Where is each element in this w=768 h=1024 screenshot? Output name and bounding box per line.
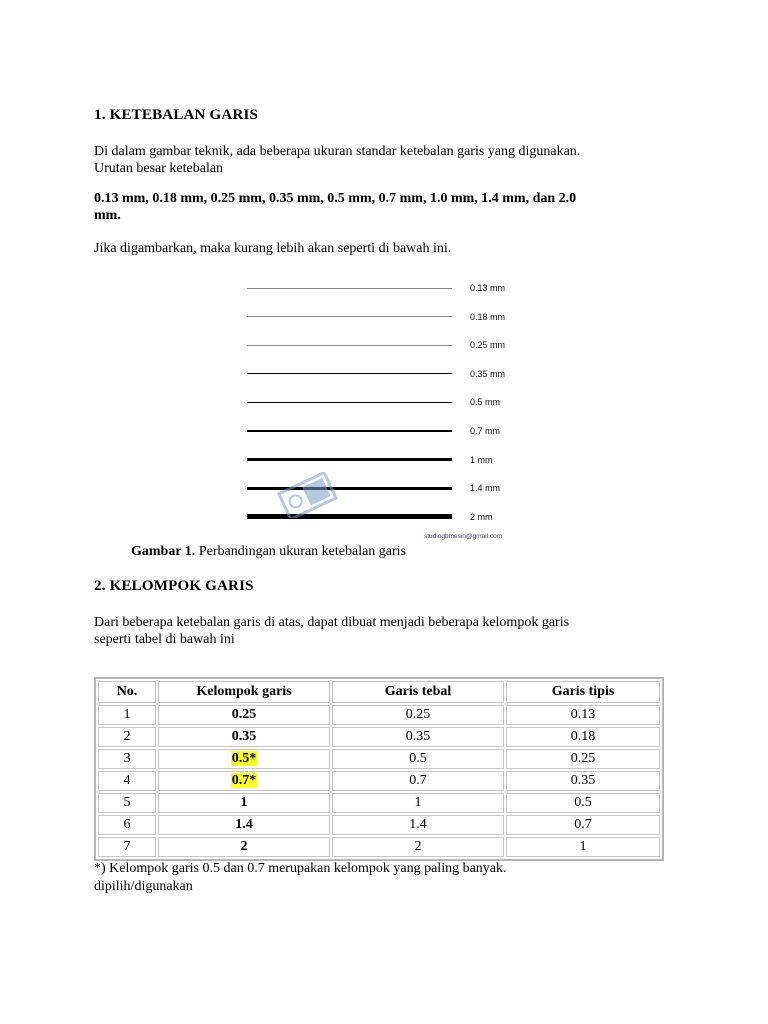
cell-thick-text: 2 bbox=[414, 839, 422, 854]
section1-intro-line1: Di dalam gambar teknik, ada beberapa ukuran standar ketebalan garis yang digunakan. bbox=[94, 144, 581, 159]
watermark-logo-icon bbox=[276, 472, 338, 518]
cell-thick-text: 0.7 bbox=[409, 773, 427, 788]
footnote-line1: *) Kelompok garis 0.5 dan 0.7 merupakan kelompok yang paling banyak. bbox=[94, 861, 507, 876]
caption-label: Gambar 1. bbox=[131, 544, 196, 559]
thickness-list bbox=[94, 190, 654, 224]
cell-thin-text: 0.7 bbox=[574, 817, 592, 832]
cell-no bbox=[98, 771, 156, 791]
section2-intro-line1: Dari beberapa ketebalan garis di atas, dapat dibuat menjadi beberapa kelompok garis bbox=[94, 615, 570, 630]
figure-line-row bbox=[240, 453, 536, 467]
section2-intro-line2: seperti tabel di bawah ini bbox=[94, 632, 235, 647]
cell-no bbox=[98, 705, 156, 725]
section2-heading: 2. KELOMPOK GARIS bbox=[94, 578, 254, 594]
cell-no-text: 6 bbox=[123, 817, 131, 832]
figure-line-row bbox=[240, 424, 536, 438]
table-row bbox=[98, 837, 660, 857]
table-row bbox=[98, 749, 660, 769]
thickness-sample-line bbox=[247, 458, 452, 460]
cell-thick-text: 1 bbox=[414, 795, 422, 810]
table-row bbox=[98, 771, 660, 791]
table-row bbox=[98, 705, 660, 725]
cell-thick bbox=[332, 727, 504, 747]
thickness-label: 1 mm bbox=[470, 454, 493, 465]
cell-group bbox=[158, 749, 330, 769]
cell-thin bbox=[506, 771, 660, 791]
cell-thick-text: 0.35 bbox=[405, 729, 431, 744]
thickness-list-line1: 0.13 mm, 0.18 mm, 0.25 mm, 0.35 mm, 0.5 mm, 0.7 mm, 1.0 mm, 1.4 mm, dan 2.0 bbox=[94, 191, 577, 206]
cell-thin bbox=[506, 705, 660, 725]
cell-group bbox=[158, 727, 330, 747]
cell-group bbox=[158, 815, 330, 835]
header-no: No. bbox=[98, 681, 156, 703]
thickness-sample-line bbox=[247, 430, 452, 432]
table-footnote bbox=[94, 860, 507, 896]
cell-group-text: 1.4 bbox=[235, 817, 253, 832]
cell-no bbox=[98, 793, 156, 813]
figure-line-row bbox=[240, 281, 536, 295]
cell-thick bbox=[332, 749, 504, 769]
thickness-sample-line bbox=[247, 373, 452, 374]
cell-no bbox=[98, 727, 156, 747]
cell-no-text: 7 bbox=[123, 839, 131, 854]
cell-thin-text: 0.5 bbox=[574, 795, 592, 810]
cell-no-text: 5 bbox=[123, 795, 131, 810]
cell-no-text: 3 bbox=[123, 751, 131, 766]
table-row bbox=[98, 727, 660, 747]
thickness-label: 0.18 mm bbox=[470, 311, 506, 322]
cell-no-text: 4 bbox=[123, 773, 131, 788]
thickness-label: 0.35 mm bbox=[470, 368, 506, 379]
thickness-list-line2: mm. bbox=[94, 208, 121, 223]
cell-thin bbox=[506, 727, 660, 747]
figure-email: studiogbmesin@gmail.com bbox=[424, 533, 503, 540]
section2-intro bbox=[94, 614, 654, 648]
table-row bbox=[98, 793, 660, 813]
table-header-row bbox=[98, 681, 660, 703]
cell-group-text: 0.35 bbox=[231, 729, 257, 744]
thickness-label: 0.13 mm bbox=[470, 283, 506, 293]
thickness-sample-line bbox=[247, 288, 452, 289]
cell-group-text: 0.5* bbox=[231, 751, 257, 766]
footnote-line2: dipilih/digunakan bbox=[94, 879, 193, 894]
cell-thin bbox=[506, 749, 660, 769]
cell-no-text: 1 bbox=[123, 707, 131, 722]
cell-thick bbox=[332, 771, 504, 791]
cell-thin bbox=[506, 793, 660, 813]
cell-thin-text: 0.13 bbox=[570, 707, 596, 722]
cell-no-text: 2 bbox=[123, 729, 131, 744]
line-thickness-figure bbox=[240, 272, 536, 540]
figure-caption bbox=[131, 544, 406, 560]
figure-line-row bbox=[240, 395, 536, 409]
cell-group bbox=[158, 837, 330, 857]
cell-group bbox=[158, 771, 330, 791]
line-group-table bbox=[94, 677, 664, 861]
figure-line-row bbox=[240, 338, 536, 352]
table-row bbox=[98, 815, 660, 835]
thickness-label: 0.5 mm bbox=[470, 397, 501, 408]
cell-group-text: 0.7* bbox=[231, 773, 257, 788]
figure-lead: Jika digambarkan, maka kurang lebih akan seperti di bawah ini. bbox=[94, 241, 452, 256]
thickness-label: 1.4 mm bbox=[470, 483, 501, 494]
cell-thin-text: 1 bbox=[579, 839, 587, 854]
cell-thick bbox=[332, 793, 504, 813]
cell-thin bbox=[506, 837, 660, 857]
cell-no bbox=[98, 837, 156, 857]
header-group: Kelompok garis bbox=[158, 681, 330, 703]
cell-group-text: 1 bbox=[240, 795, 248, 810]
thickness-sample-line bbox=[247, 316, 452, 317]
cell-thin-text: 0.35 bbox=[570, 773, 596, 788]
cell-group bbox=[158, 705, 330, 725]
cell-thick bbox=[332, 705, 504, 725]
thickness-sample-line bbox=[247, 345, 452, 346]
thickness-label: 2 mm bbox=[470, 511, 493, 522]
figure-line-row bbox=[240, 367, 536, 381]
caption-text: Perbandingan ukuran ketebalan garis bbox=[195, 544, 407, 559]
cell-thick-text: 1.4 bbox=[409, 817, 427, 832]
cell-group-text: 0.25 bbox=[231, 707, 257, 722]
cell-group-text: 2 bbox=[240, 839, 248, 854]
thickness-label: 0.7 mm bbox=[470, 426, 501, 436]
header-thin: Garis tipis bbox=[506, 681, 660, 703]
cell-no bbox=[98, 749, 156, 769]
cell-thick-text: 0.5 bbox=[409, 751, 427, 766]
cell-thick bbox=[332, 837, 504, 857]
cell-thin bbox=[506, 815, 660, 835]
cell-thick bbox=[332, 815, 504, 835]
section1-intro bbox=[94, 143, 654, 177]
section1-heading: 1. KETEBALAN GARIS bbox=[94, 107, 259, 123]
cell-thin-text: 0.25 bbox=[570, 751, 596, 766]
figure-line-row bbox=[240, 310, 536, 324]
cell-group bbox=[158, 793, 330, 813]
cell-thin-text: 0.18 bbox=[570, 729, 596, 744]
cell-thick-text: 0.25 bbox=[405, 707, 431, 722]
cell-no bbox=[98, 815, 156, 835]
section1-intro-line2: Urutan besar ketebalan bbox=[94, 161, 224, 176]
thickness-label: 0.25 mm bbox=[470, 340, 506, 351]
header-thick: Garis tebal bbox=[332, 681, 504, 703]
thickness-sample-line bbox=[247, 402, 452, 403]
